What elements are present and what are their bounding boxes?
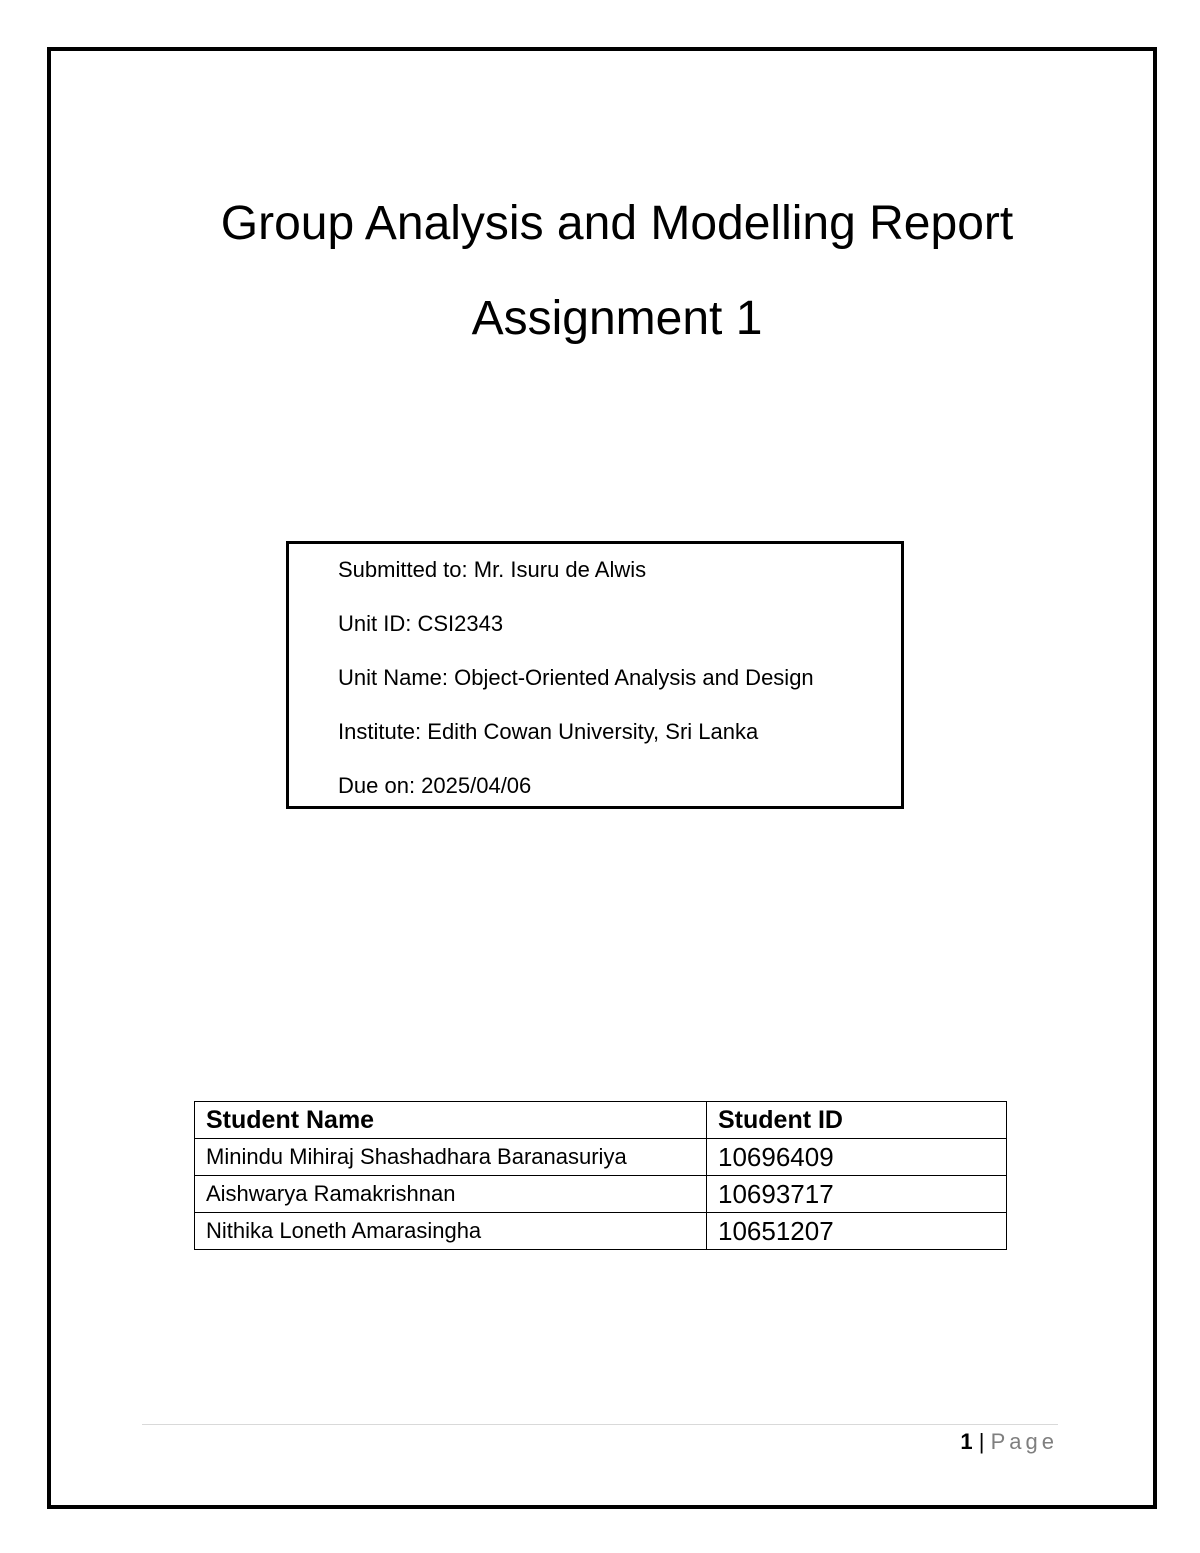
submission-info-box (286, 541, 904, 809)
page-number: 1 (960, 1429, 973, 1454)
due-date-line: Due on: 2025/04/06 (338, 773, 532, 798)
header-student-id: Student ID (707, 1102, 1007, 1139)
unit-name-line: Unit Name: Object-Oriented Analysis and Design (338, 665, 814, 690)
student-id-cell: 10693717 (707, 1176, 1007, 1213)
student-name-cell: Nithika Loneth Amarasingha (195, 1213, 707, 1250)
assignment-subtitle: Assignment 1 (471, 292, 763, 345)
student-id-cell: 10651207 (707, 1213, 1007, 1250)
table-header-row (195, 1102, 1007, 1139)
page-footer (960, 1428, 1058, 1456)
table-row (195, 1213, 1007, 1250)
student-name-cell: Aishwarya Ramakrishnan (195, 1176, 707, 1213)
page-label: Page (990, 1429, 1058, 1454)
institute-line: Institute: Edith Cowan University, Sri Lanka (338, 719, 759, 744)
student-name-cell: Minindu Mihiraj Shashadhara Baranasuriya (195, 1139, 707, 1176)
page-separator: | (972, 1429, 991, 1454)
footer-divider (142, 1424, 1058, 1425)
unit-id-line: Unit ID: CSI2343 (338, 611, 504, 636)
header-student-name: Student Name (195, 1102, 707, 1139)
report-title: Group Analysis and Modelling Report (220, 197, 1014, 250)
table-row (195, 1176, 1007, 1213)
table-row (195, 1139, 1007, 1176)
submitted-to-line: Submitted to: Mr. Isuru de Alwis (338, 557, 647, 582)
student-id-cell: 10696409 (707, 1139, 1007, 1176)
students-table (194, 1101, 1007, 1250)
